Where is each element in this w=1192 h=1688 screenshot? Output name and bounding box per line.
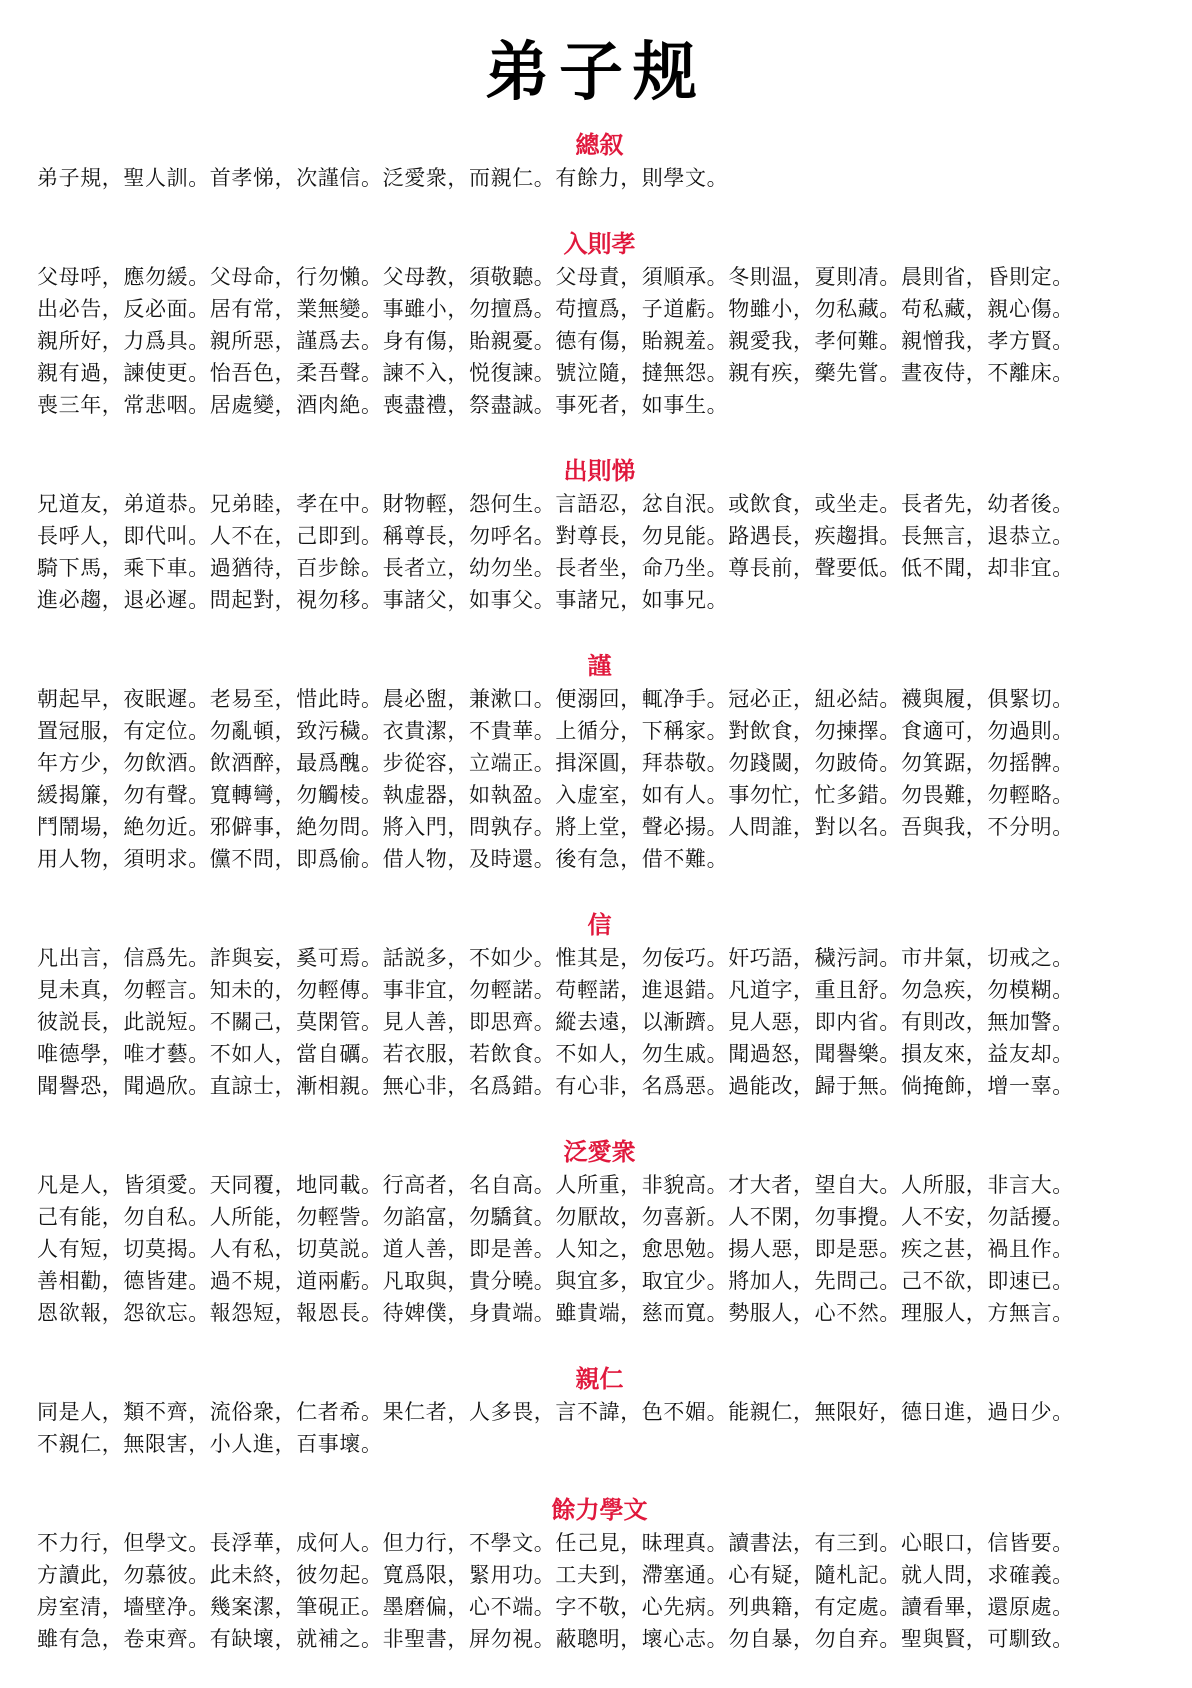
text-line: 鬥鬧場，絶勿近。邪僻事，絶勿問。將入門，問孰存。將上堂，聲必揚。人問誰，對以名。吾與我，不分明。: [37, 815, 1074, 839]
text-line: 親有過，諫使更。怡吾色，柔吾聲。諫不入，悦復諫。號泣隨，撻無怨。親有疾，藥先嘗。晝夜侍，不離床。: [37, 361, 1074, 385]
text-line: 唯德學，唯才藝。不如人，當自礪。若衣服，若飲食。不如人，勿生戚。聞過怒，聞譽樂。損友來，益友却。: [37, 1042, 1074, 1066]
text-line: 弟子規，聖人訓。首孝悌，次謹信。泛愛衆，而親仁。有餘力，則學文。: [37, 166, 729, 190]
text-line: 兄道友，弟道恭。兄弟睦，孝在中。財物輕，怨何生。言語忍，忿自泯。或飲食，或坐走。長者先，幼者後。: [37, 492, 1074, 516]
text-line: 進必趨，退必遲。問起對，視勿移。事諸父，如事父。事諸兄，如事兄。: [37, 588, 729, 612]
text-line: 用人物，須明求。儻不問，即爲偷。借人物，及時還。後有急，借不難。: [37, 847, 729, 871]
text-line: 朝起早，夜眠遲。老易至，惜此時。晨必盥，兼漱口。便溺回，輒净手。冠必正，紐必結。襪與履，俱緊切。: [37, 687, 1074, 711]
section-chuzeti: [37, 454, 1162, 616]
text-line: 雖有急，卷束齊。有缺壞，就補之。非聖書，屏勿視。蔽聰明，壞心志。勿自暴，勿自弃。聖與賢，可馴致。: [37, 1627, 1074, 1651]
section-fanaizhong: [37, 1135, 1162, 1329]
text-line: 年方少，勿飲酒。飲酒醉，最爲醜。步從容，立端正。揖深圓，拜恭敬。勿踐閾，勿跛倚。勿箕踞，勿摇髀。: [37, 751, 1074, 775]
text-line: 房室清，墻壁净。幾案潔，筆硯正。墨磨偏，心不端。字不敬，心先病。列典籍，有定處。讀看畢，還原處。: [37, 1595, 1074, 1619]
text-line: 凡出言，信爲先。詐與妄，奚可焉。話説多，不如少。惟其是，勿佞巧。奸巧語，穢污詞。市井氣，切戒之。: [37, 946, 1074, 970]
text-line: 見未真，勿輕言。知未的，勿輕傳。事非宜，勿輕諾。苟輕諾，進退錯。凡道字，重且舒。勿急疾，勿模糊。: [37, 978, 1074, 1002]
section-heading: 入則孝: [563, 229, 636, 258]
section-heading: 餘力學文: [551, 1495, 648, 1524]
text-line: 父母呼，應勿緩。父母命，行勿懶。父母教，須敬聽。父母責，須順承。冬則温，夏則凊。晨則省，昏則定。: [37, 265, 1074, 289]
text-line: 親所好，力爲具。親所惡，謹爲去。身有傷，貽親憂。德有傷，貽親羞。親愛我，孝何難。親憎我，孝方賢。: [37, 329, 1074, 353]
text-line: 緩揭簾，勿有聲。寬轉彎，勿觸棱。執虚器，如執盈。入虚室，如有人。事勿忙，忙多錯。勿畏難，勿輕略。: [37, 783, 1074, 807]
section-xin: [37, 908, 1162, 1102]
section-heading: 泛愛衆: [563, 1137, 636, 1166]
text-line: 人有短，切莫揭。人有私，切莫説。道人善，即是善。人知之，愈思勉。揚人惡，即是惡。疾之甚，禍且作。: [37, 1237, 1074, 1261]
text-line: 不親仁，無限害，小人進，百事壞。: [37, 1432, 383, 1456]
text-line: 恩欲報，怨欲忘。報怨短，報恩長。待婢僕，身貴端。雖貴端，慈而寬。勢服人，心不然。理服人，方無言。: [37, 1301, 1074, 1325]
document-body: [37, 128, 1162, 1688]
section-heading: 出則悌: [563, 456, 636, 485]
text-line: 聞譽恐，聞過欣。直諒士，漸相親。無心非，名爲錯。有心非，名爲惡。過能改，歸于無。倘掩飾，增一辜。: [37, 1074, 1074, 1098]
section-ruzexiao: [37, 227, 1162, 421]
text-line: 同是人，類不齊，流俗衆，仁者希。果仁者，人多畏，言不諱，色不媚。能親仁，無限好，德日進，過日少。: [37, 1400, 1074, 1424]
section-heading: 謹: [587, 651, 612, 680]
section-yuli-xuewen: [37, 1493, 1162, 1655]
text-line: 喪三年，常悲咽。居處變，酒肉絶。喪盡禮，祭盡誠。事死者，如事生。: [37, 393, 729, 417]
text-line: 凡是人，皆須愛。天同覆，地同載。行高者，名自高。人所重，非貌高。才大者，望自大。人所服，非言大。: [37, 1173, 1074, 1197]
section-heading: 親仁: [575, 1364, 624, 1393]
section-heading: 總叙: [575, 130, 624, 159]
text-line: 騎下馬，乘下車。過猶待，百步餘。長者立，幼勿坐。長者坐，命乃坐。尊長前，聲要低。低不聞，却非宜。: [37, 556, 1074, 580]
section-zongxu: [37, 128, 1162, 194]
page-title: 弟子规: [485, 35, 707, 110]
text-line: 出必告，反必面。居有常，業無變。事雖小，勿擅爲。苟擅爲，子道虧。物雖小，勿私藏。苟私藏，親心傷。: [37, 297, 1074, 321]
section-jin: [37, 649, 1162, 875]
text-line: 善相勸，德皆建。過不規，道兩虧。凡取與，貴分曉。與宜多，取宜少。將加人，先問己。己不欲，即速已。: [37, 1269, 1074, 1293]
text-line: 方讀此，勿慕彼。此未終，彼勿起。寬爲限，緊用功。工夫到，滯塞通。心有疑，隨札記。就人問，求確義。: [37, 1563, 1074, 1587]
text-line: 置冠服，有定位。勿亂頓，致污穢。衣貴潔，不貴華。上循分，下稱家。對飲食，勿揀擇。食適可，勿過則。: [37, 719, 1074, 743]
section-qinren: [37, 1362, 1162, 1460]
text-line: 長呼人，即代叫。人不在，己即到。稱尊長，勿呼名。對尊長，勿見能。路遇長，疾趨揖。長無言，退恭立。: [37, 524, 1074, 548]
text-line: 彼説長，此説短。不關己，莫閑管。見人善，即思齊。縱去遠，以漸躋。見人惡，即内省。有則改，無加警。: [37, 1010, 1074, 1034]
text-line: 己有能，勿自私。人所能，勿輕訾。勿諂富，勿驕貧。勿厭故，勿喜新。人不閑，勿事攪。人不安，勿話擾。: [37, 1205, 1074, 1229]
text-line: 不力行，但學文。長浮華，成何人。但力行，不學文。任己見，昧理真。讀書法，有三到。心眼口，信皆要。: [37, 1531, 1074, 1555]
section-heading: 信: [587, 910, 612, 939]
